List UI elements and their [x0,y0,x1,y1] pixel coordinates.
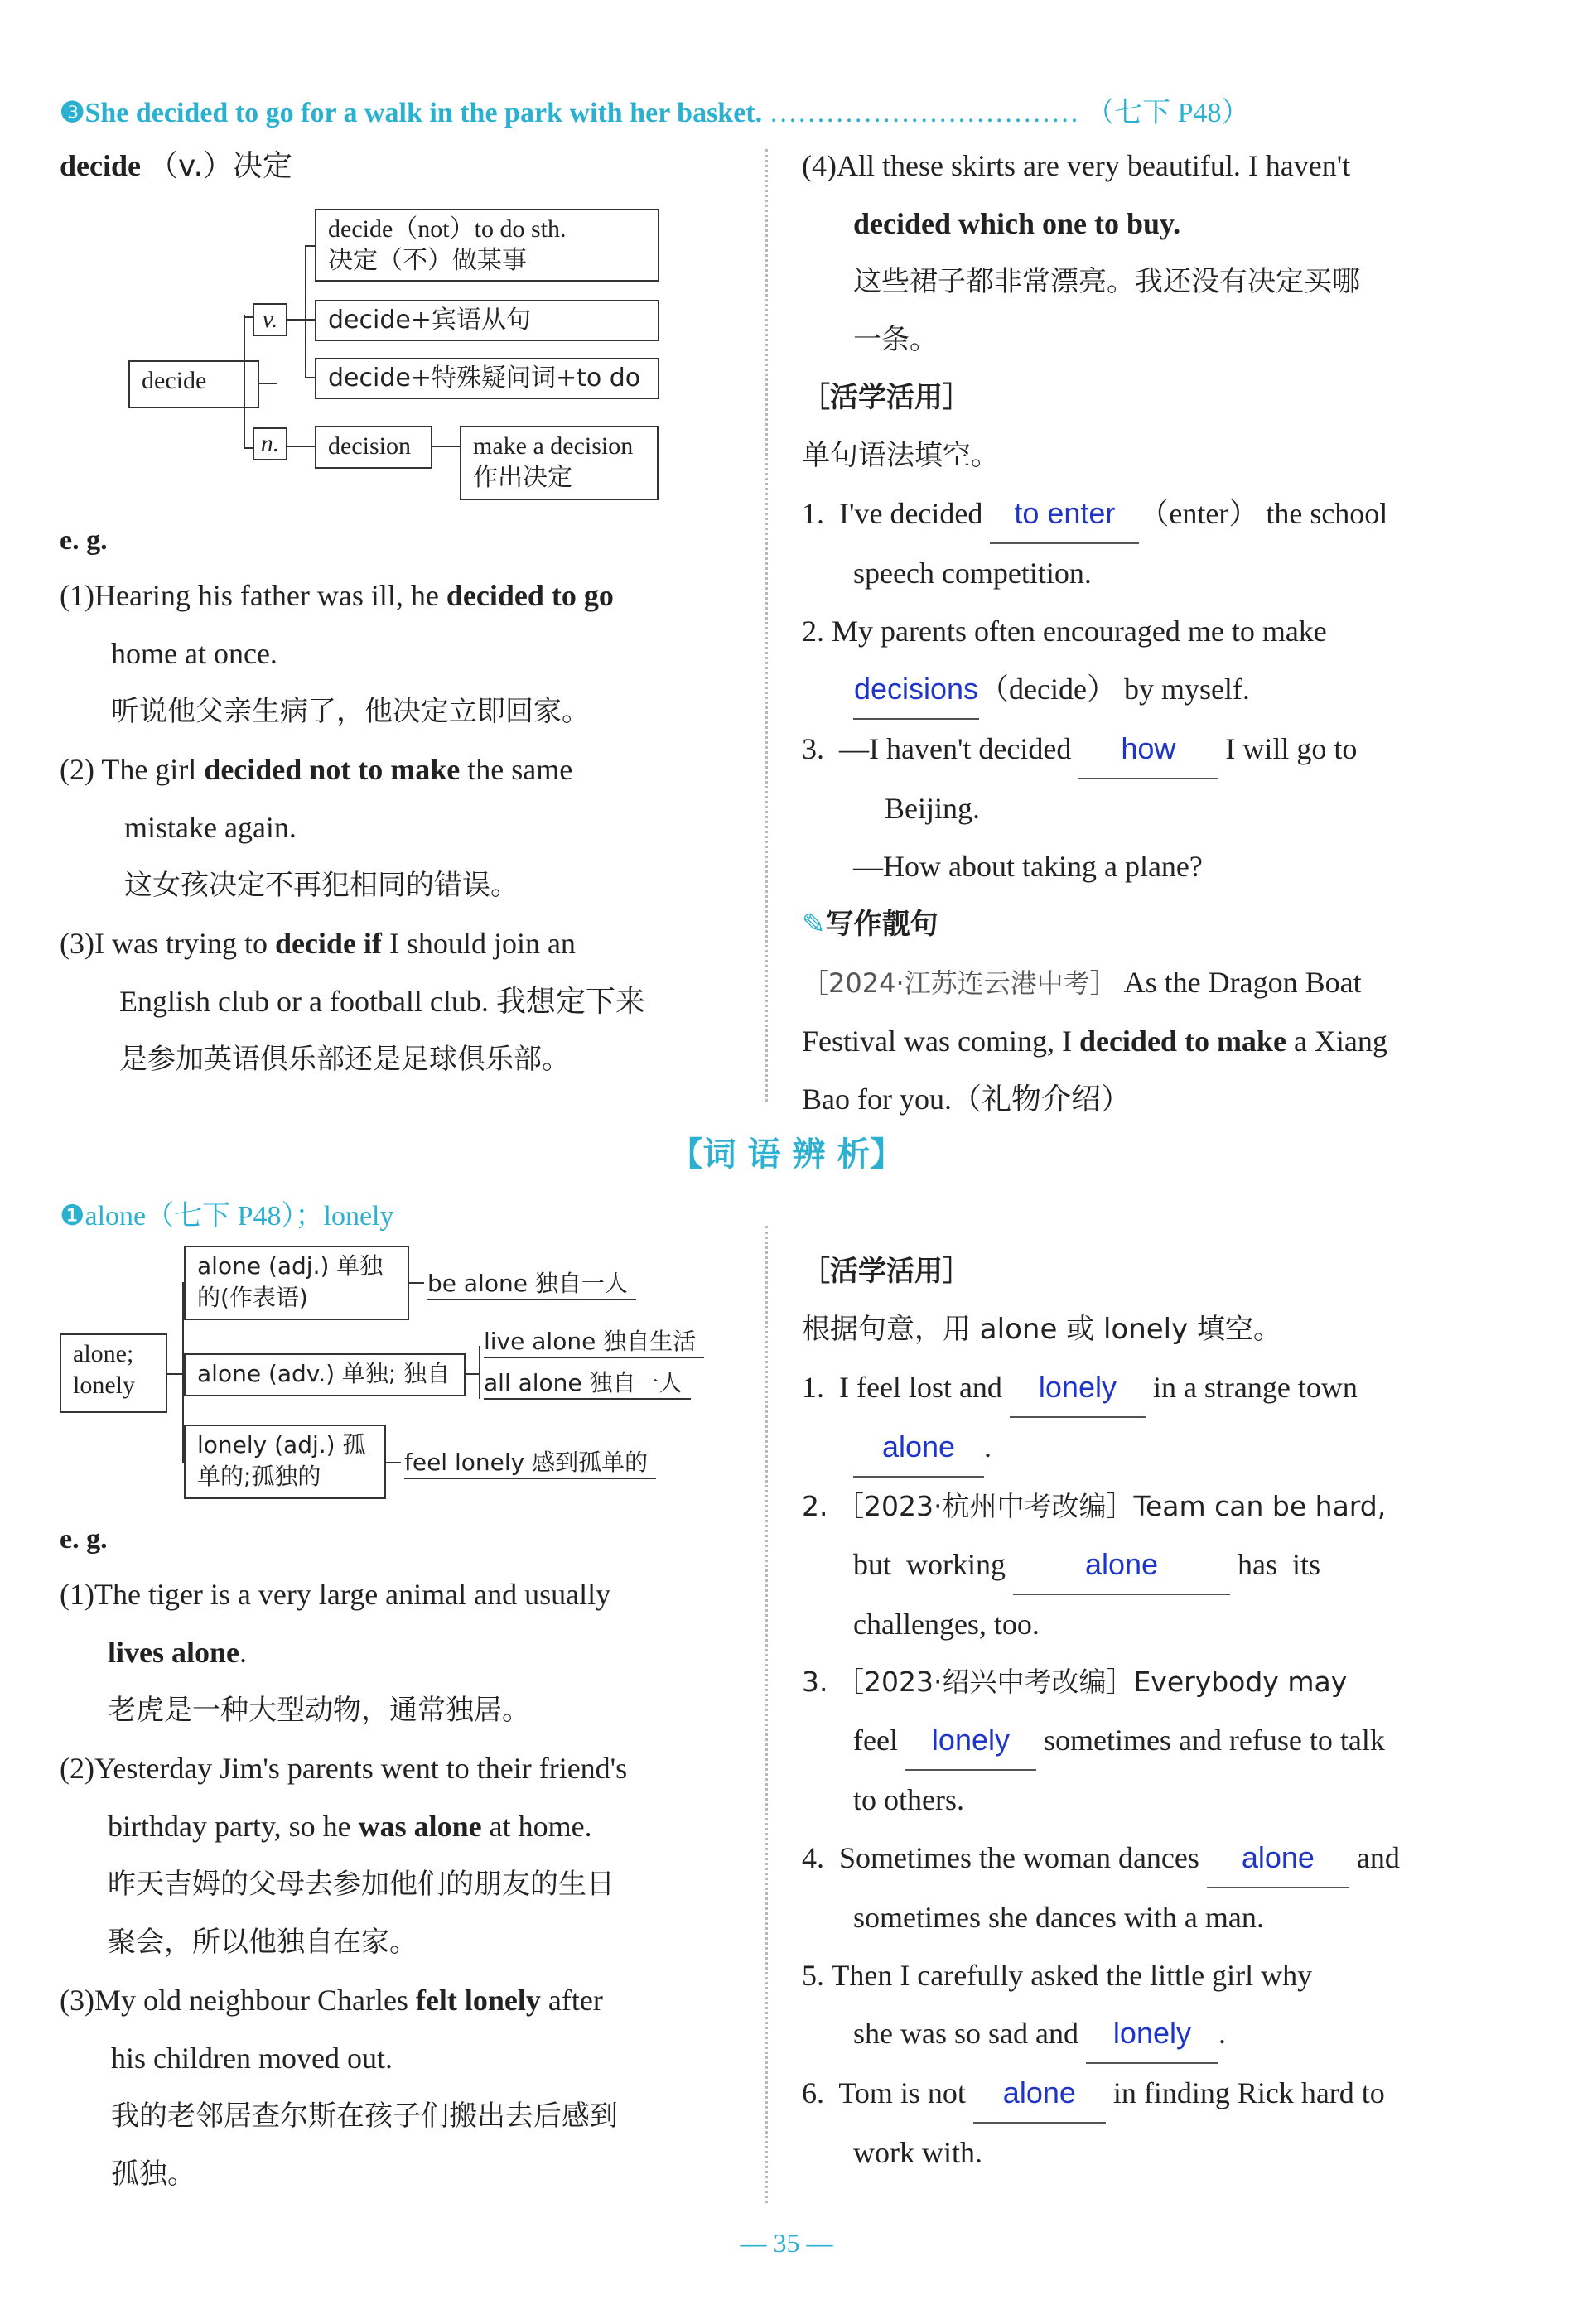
text: . [239,1636,247,1669]
fill-question-3-cont [802,1711,1481,1771]
example-4: (4)All these skirts are very beautiful. I haven't [802,149,1351,182]
text: has its [1230,1548,1321,1581]
text: lives alone [108,1636,239,1669]
fill-question-3: 3. ［2023·绍兴中考改编］Everybody may [802,1666,1348,1698]
text: Festival was coming, I [802,1025,1079,1058]
text: 写作靓句 [825,908,938,941]
fill-question-6 [802,2064,1481,2124]
section-header [60,89,1250,130]
headword-pos: （v.）决定 [147,149,292,183]
diagram-branch-1 [315,209,659,282]
be-alone-label: be alone 独自一人 [427,1266,636,1300]
box-line: 的(作表语) [197,1284,308,1311]
text: felt lonely [415,1984,541,2017]
box-line: 单的;孤独的 [197,1463,321,1490]
connector [259,383,277,384]
decision-label: decision [328,432,411,460]
decide-examples [60,567,739,1088]
answer-blank[interactable]: lonely [1010,1358,1146,1418]
make-decision-cn: 作出决定 [473,463,572,492]
text: (1)Hearing his father was ill, he [60,579,446,612]
alone-example-3-cont: his children moved out. [111,2042,393,2075]
alone-example-2: (2)Yesterday Jim's parents went to their friend's [60,1752,628,1785]
text: after [540,1984,603,2017]
text: 4. Sometimes the woman dances [802,1841,1207,1874]
example-3-cn: 是参加英语俱乐部还是足球俱乐部。 [119,1043,570,1076]
writing-line-1 [802,953,1481,1012]
text: (3)I was trying to [60,927,275,960]
text: a Xiang [1286,1025,1387,1058]
text: birthday party, so he [108,1810,359,1843]
diagram-root-label: decide [142,367,207,394]
text: decided not to make [204,753,461,786]
fill-question-3-end: to others. [853,1783,964,1816]
fill-question-2-end: challenges, too. [853,1608,1040,1641]
text: in finding Rick hard to [1105,2076,1385,2109]
example-4-cn1: 这些裙子都非常漂亮。我还没有决定买哪 [853,265,1360,298]
text: ［2024·江苏连云港中考］ [802,967,1117,999]
text: and [1349,1841,1400,1874]
right-column-bottom [802,1242,1481,2182]
header-number: ❸ [60,98,85,128]
example-1-cn: 听说他父亲生病了，他决定立即回家。 [111,695,590,728]
fill-question-6-cont: work with. [853,2136,982,2169]
diagram-make-decision [460,426,659,500]
text: (2) The girl [60,753,205,786]
section-title: 【词 语 辨 析】 [669,1135,904,1174]
connector [244,315,245,383]
text: sometimes and refuse to talk [1035,1724,1385,1757]
diagram-branch-3 [315,358,659,399]
feel-lonely-label: feel lonely 感到孤单的 [404,1444,656,1479]
fill-question-2: 2. ［2023·杭州中考改编］Team can be hard, [802,1490,1387,1522]
all-alone-label: all alone 独自一人 [484,1365,691,1400]
example-1-cont: home at once. [111,637,277,670]
page-number: — 35 — [740,2228,833,2258]
question-3-reply: —How about taking a plane? [853,850,1203,883]
live-alone-label: live alone 独自生活 [484,1324,704,1358]
v-label: v. [262,306,278,333]
fill-question-1-cont [802,1418,1481,1478]
fill-question-5: 5. Then I carefully asked the little girl why [802,1959,1313,1992]
alone-heading: ❶alone（七下 P48）；lonely [60,1201,394,1232]
lonely-adj-box [184,1425,386,1499]
branch-2-label: decide+宾语从句 [328,306,531,335]
answer-blank[interactable]: lonely [905,1711,1036,1771]
box-line: alone (adv.) 单独; 独自 [197,1360,451,1387]
example-2-cn: 这女孩决定不再犯相同的错误。 [124,869,519,902]
answer-blank[interactable]: alone [1207,1829,1349,1888]
alone-example-1-cont [60,1623,739,1681]
right-column-top [802,137,1481,1128]
example-1 [60,567,739,624]
alone-example-2-cn2: 聚会，所以他独自在家。 [108,1926,417,1959]
answer-blank[interactable]: alone [853,1418,984,1478]
fill-question-2-cont [802,1536,1481,1595]
alone-eg-label: e. g. [60,1524,108,1555]
text: I will go to [1218,732,1358,765]
root-line: lonely [73,1372,135,1399]
text: was alone [358,1810,482,1843]
diagram-n-label [253,427,287,460]
branch-3-label: decide+特殊疑问词+to do [328,364,641,393]
alone-example-3-cn2: 孤独。 [111,2158,195,2191]
header-sentence: She decided to go for a walk in the park with her basket. [84,98,763,128]
connector [287,319,306,321]
text: 3. —I haven't decided [802,732,1079,765]
fill-question-1 [802,1358,1481,1418]
question-3 [802,720,1481,779]
answer-blank[interactable]: alone [1013,1536,1230,1595]
alone-example-2-cn1: 昨天吉姆的父母去参加他们的朋友的生日 [108,1868,615,1901]
example-2-cont: mistake again. [124,811,297,844]
connector [479,1346,480,1399]
alone-examples [60,1565,739,2203]
example-4-bold: decided which one to buy. [853,207,1181,240]
question-2: 2. My parents often encouraged me to make [802,615,1327,648]
connector [305,245,306,378]
box-line: alone (adj.) 单独 [197,1252,384,1280]
text: 1. I've decided [802,497,991,530]
alone-example-1-cn: 老虎是一种大型动物，通常独居。 [108,1694,530,1727]
question-1-cont: speech competition. [853,557,1092,590]
text: feel [853,1724,905,1757]
column-divider-top [765,149,768,1102]
alone-example-1: (1)The tiger is a very large animal and usually [60,1578,611,1611]
example-3-cont: English club or a football club. 我想定下来 [119,985,645,1018]
writing-line-3: Bao for you.（礼物介绍） [802,1082,1131,1116]
text: （enter） the school [1139,497,1388,530]
alone-example-3-cn1: 我的老邻居查尔斯在孩子们搬出去后感到 [111,2100,618,2133]
text: . [1218,2017,1226,2050]
practice-heading-2: ［活学活用］ [802,1255,971,1288]
text: at home. [481,1810,592,1843]
question-1 [802,485,1481,544]
text: she was so sad and [853,2017,1086,2050]
practice-heading: ［活学活用］ [802,381,971,414]
headword: decide [60,149,141,182]
diagram-v-label [253,303,287,336]
writing-line-2 [802,1012,1481,1070]
branch-1-en: decide（not）to do sth. [328,215,567,243]
text: I should join an [381,927,576,960]
answer-blank[interactable]: alone [973,2064,1106,2124]
diagram-root [128,360,259,408]
text: 1. I feel lost and [802,1371,1010,1404]
n-label: n. [260,430,280,457]
header-ref: （七下 P48） [1086,98,1250,128]
connector [386,1462,401,1463]
text: decided to make [1078,1025,1286,1058]
text: 6. Tom is not [802,2076,973,2109]
answer-blank[interactable]: decisions [853,660,979,720]
text: . [984,1430,992,1463]
alone-example-2-cont [60,1797,739,1855]
text: （decide） by myself. [979,673,1250,706]
example-4-cn2: 一条。 [853,323,938,356]
answer-blank[interactable]: lonely [1086,2004,1218,2064]
alone-adj-box [184,1246,409,1320]
fill-question-4 [802,1829,1481,1888]
diagram-branch-2 [315,300,659,341]
connector [167,1373,184,1375]
branch-1-cn: 决定（不）做某事 [328,246,527,275]
text: in a strange town [1145,1371,1358,1404]
question-3-cont: Beijing. [885,792,980,825]
eg-label: e. g. [60,525,108,556]
writing-heading [802,895,1481,953]
connector [409,1282,424,1284]
example-2 [60,740,739,798]
alone-example-3 [60,1971,739,2029]
fill-question-4-cont: sometimes she dances with a man. [853,1901,1264,1934]
text: As the Dragon Boat [1116,966,1362,999]
diagram-decision [315,426,432,469]
text: the same [460,753,573,786]
example-3 [60,914,739,972]
connector [287,446,315,447]
connector [432,446,461,447]
practice-instruction-2: 根据句意，用 alone 或 lonely 填空。 [802,1313,1282,1346]
decide-headword [60,137,292,195]
text: decide if [274,927,382,960]
text: but working [853,1548,1013,1581]
answer-blank[interactable]: how [1078,720,1218,779]
text: (3)My old neighbour Charles [60,1984,416,2017]
text: decided to go [446,579,614,612]
box-line: lonely (adj.) 孤 [197,1431,366,1459]
alone-adv-box [184,1353,466,1396]
header-dots: …………………………… [769,98,1079,128]
question-2-cont [802,660,1481,720]
connector [244,383,245,449]
pencil-icon: ✎ [802,908,826,941]
alone-diagram-root [60,1333,167,1413]
fill-question-5-cont [802,2004,1481,2064]
make-decision-en: make a decision [473,432,634,460]
column-divider-bottom [765,1226,768,2203]
practice-instruction: 单句语法填空。 [802,439,999,472]
root-line: alone; [73,1340,134,1367]
answer-blank[interactable]: to enter [990,485,1139,544]
